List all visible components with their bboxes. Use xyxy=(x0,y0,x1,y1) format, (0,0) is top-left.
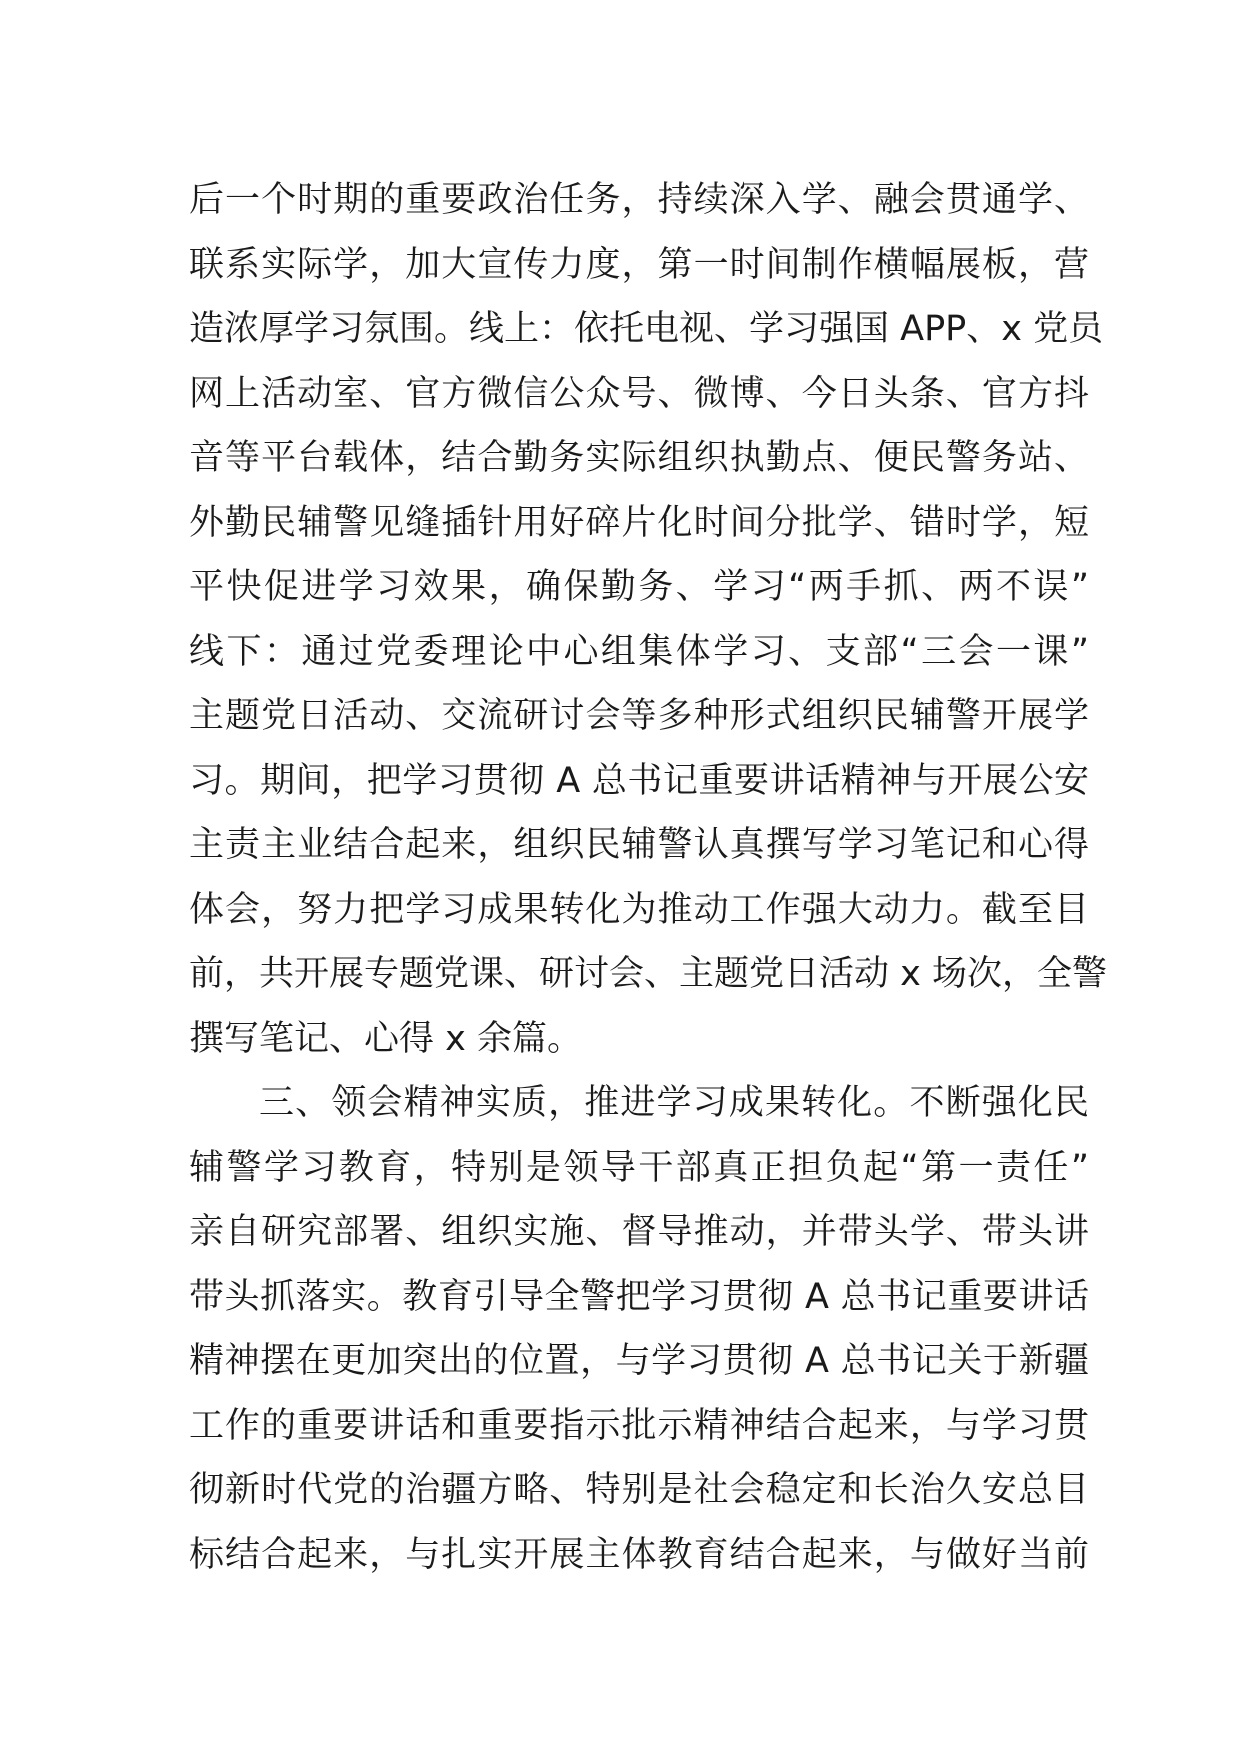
text-line-5: 音等平台载体，结合勤务实际组织执勤点、便民警务站、 xyxy=(189,438,1089,478)
text-line-13: 前，共开展专题党课、研讨会、主题党日活动 x 场次，全警 xyxy=(189,954,1107,994)
text-line-22: 标结合起来，与扎实开展主体教育结合起来，与做好当前 xyxy=(189,1534,1089,1575)
text-line-7: 平快促进学习效果，确保勤务、学习“两手抓、两不误” xyxy=(189,567,1089,607)
text-line-2: 联系实际学，加大宣传力度，第一时间制作横幅展板，营 xyxy=(189,244,1089,285)
text-line-1: 后一个时期的重要政治任务，持续深入学、融会贯通学、 xyxy=(189,180,1089,220)
text-line-6: 外勤民辅警见缝插针用好碎片化时间分批学、错时学，短 xyxy=(189,502,1089,543)
text-line-18: 带头抓落实。教育引导全警把学习贯彻 A 总书记重要讲话 xyxy=(189,1276,1089,1317)
text-line-10: 习。期间，把学习贯彻 A 总书记重要讲话精神与开展公安 xyxy=(189,760,1089,801)
text-line-8: 线下：通过党委理论中心组集体学习、支部“三会一课” xyxy=(189,631,1089,672)
text-line-17: 亲自研究部署、组织实施、督导推动，并带头学、带头讲 xyxy=(189,1212,1089,1252)
text-line-15: 三、领会精神实质，推进学习成果转化。不断强化民 xyxy=(259,1083,1089,1123)
text-line-11: 主责主业结合起来，组织民辅警认真撰写学习笔记和心得 xyxy=(189,825,1089,865)
body-text xyxy=(189,168,1107,1587)
text-line-19: 精神摆在更加突出的位置，与学习贯彻 A 总书记关于新疆 xyxy=(189,1341,1089,1381)
text-line-20: 工作的重要讲话和重要指示批示精神结合起来，与学习贯 xyxy=(189,1405,1089,1446)
text-line-9: 主题党日活动、交流研讨会等多种形式组织民辅警开展学 xyxy=(189,696,1089,736)
text-line-4: 网上活动室、官方微信公众号、微博、今日头条、官方抖 xyxy=(189,373,1089,414)
text-line-16: 辅警学习教育，特别是领导干部真正担负起“第一责任” xyxy=(189,1147,1089,1188)
text-line-21: 彻新时代党的治疆方略、特别是社会稳定和长治久安总目 xyxy=(189,1470,1089,1510)
text-line-14: 撰写笔记、心得 x 余篇。 xyxy=(189,1018,582,1059)
text-line-12: 体会，努力把学习成果转化为推动工作强大动力。截至目 xyxy=(189,889,1089,930)
text-line-3: 造浓厚学习氛围。线上：依托电视、学习强国 APP、x 党员 xyxy=(189,309,1104,349)
